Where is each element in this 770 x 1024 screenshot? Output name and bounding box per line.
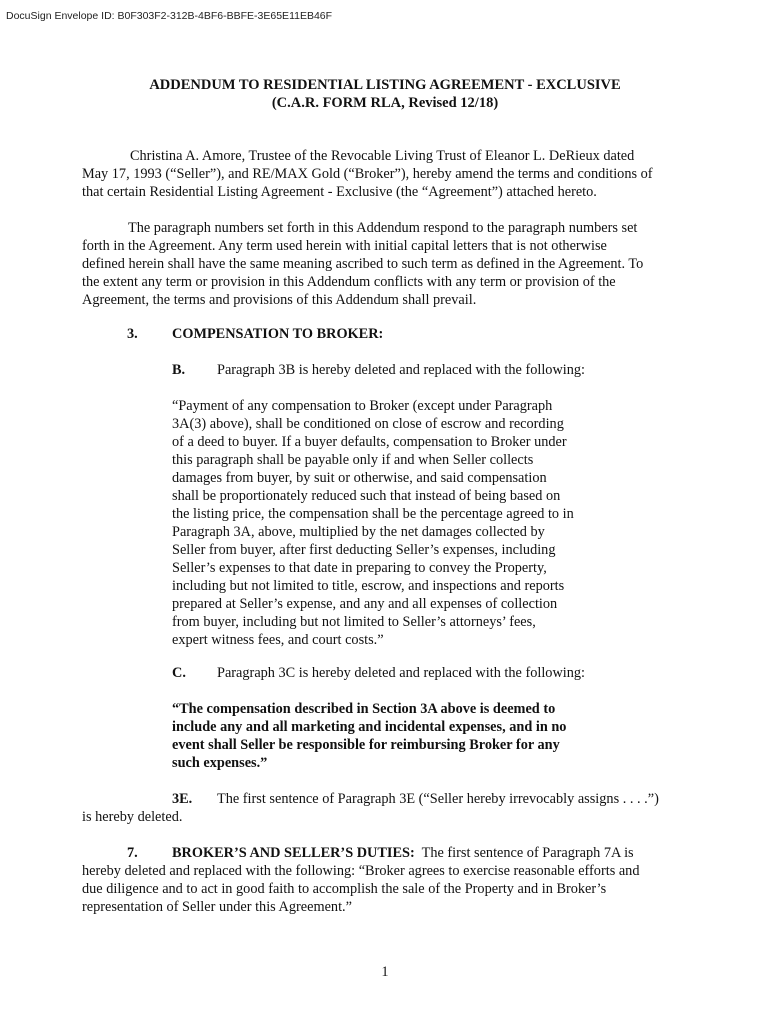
subsection-e-text: The first sentence of Paragraph 3E (“Seller hereby irrevocably assigns . . . .”) [217, 791, 659, 807]
quote-line: expert witness fees, and court costs.” [172, 632, 384, 648]
section-7-intro: The first sentence of Paragraph 7A is [421, 845, 634, 861]
section-7-first-line [172, 844, 634, 862]
quote-line: damages from buyer, by suit or otherwise, and said compensation [172, 470, 547, 486]
section-7-line: representation of Seller under this Agreement.” [82, 899, 352, 915]
section-3-heading: COMPENSATION TO BROKER: [172, 326, 384, 342]
section-7-heading: BROKER’S AND SELLER’S DUTIES: [172, 845, 415, 861]
quote-line: event shall Seller be responsible for reimbursing Broker for any [172, 737, 560, 753]
subsection-e-continuation: is hereby deleted. [82, 809, 183, 825]
section-3-number: 3. [127, 326, 138, 342]
quote-line: including but not limited to title, escrow, and inspections and reports [172, 578, 565, 594]
quote-line: shall be proportionately reduced such that instead of being based on [172, 488, 561, 504]
subsection-e-label: 3E. [172, 791, 193, 807]
quote-line: include any and all marketing and incidental expenses, and in no [172, 719, 567, 735]
quote-line: of a deed to buyer. If a buyer defaults, compensation to Broker under [172, 434, 567, 450]
quote-line: this paragraph shall be payable only if and when Seller collects [172, 452, 534, 468]
subsection-c-label: C. [172, 665, 186, 681]
quote-line: Paragraph 3A, above, multiplied by the net damages collected by [172, 524, 545, 540]
quote-line: from buyer, including but not limited to Seller’s attorneys’ fees, [172, 614, 536, 630]
document-subtitle: (C.A.R. FORM RLA, Revised 12/18) [271, 95, 499, 111]
page-number: 1 [381, 964, 389, 980]
section-7-number: 7. [127, 845, 138, 861]
intro-line: Christina A. Amore, Trustee of the Revocable Living Trust of Eleanor L. DeRieux dated [130, 148, 635, 164]
subsection-c-text: Paragraph 3C is hereby deleted and replaced with the following: [217, 665, 586, 681]
quote-line: “Payment of any compensation to Broker (except under Paragraph [172, 398, 553, 414]
clause-line: forth in the Agreement. Any term used herein with initial capital letters that is not otherwise [82, 238, 607, 254]
subsection-b-quote [172, 397, 612, 649]
intro-line: May 17, 1993 (“Seller”), and RE/MAX Gold (“Broker”), hereby amend the terms and conditions of [82, 166, 653, 182]
quote-line: such expenses.” [172, 755, 268, 771]
quote-line: Seller from buyer, after first deducting Seller’s expenses, including [172, 542, 556, 558]
clause-line: Agreement, the terms and provisions of this Addendum shall prevail. [82, 292, 477, 308]
subsection-b-text: Paragraph 3B is hereby deleted and replaced with the following: [217, 362, 586, 378]
quote-line: “The compensation described in Section 3A above is deemed to [172, 701, 556, 717]
intro-line: that certain Residential Listing Agreement - Exclusive (the “Agreement”) attached hereto. [82, 184, 597, 200]
quote-line: Seller’s expenses to that date in preparing to convey the Property, [172, 560, 547, 576]
quote-line: prepared at Seller’s expense, and any and all expenses of collection [172, 596, 558, 612]
subsection-c-quote [172, 700, 612, 772]
section-7-body [82, 862, 688, 916]
paragraph-numbers-clause [82, 219, 688, 309]
section-7-line: due diligence and to act in good faith to accomplish the sale of the Property and in Broker’s [82, 881, 607, 897]
intro-paragraph [82, 147, 688, 201]
quote-line: the listing price, the compensation shall be the percentage agreed to in [172, 506, 574, 522]
clause-line: defined herein shall have the same meaning ascribed to such term as defined in the Agreement. To [82, 256, 644, 272]
clause-line: The paragraph numbers set forth in this Addendum respond to the paragraph numbers set [128, 220, 638, 236]
subsection-b-label: B. [172, 362, 186, 378]
document-title: ADDENDUM TO RESIDENTIAL LISTING AGREEMENT - EXCLUSIVE [149, 77, 621, 93]
quote-line: 3A(3) above), shall be conditioned on close of escrow and recording [172, 416, 564, 432]
docusign-envelope-id: DocuSign Envelope ID: B0F303F2-312B-4BF6-BBFE-3E65E11EB46F [6, 10, 333, 22]
clause-line: the extent any term or provision in this Addendum conflicts with any term or provision of the [82, 274, 616, 290]
section-7-line: hereby deleted and replaced with the following: “Broker agrees to exercise reasonable efforts and [82, 863, 640, 879]
